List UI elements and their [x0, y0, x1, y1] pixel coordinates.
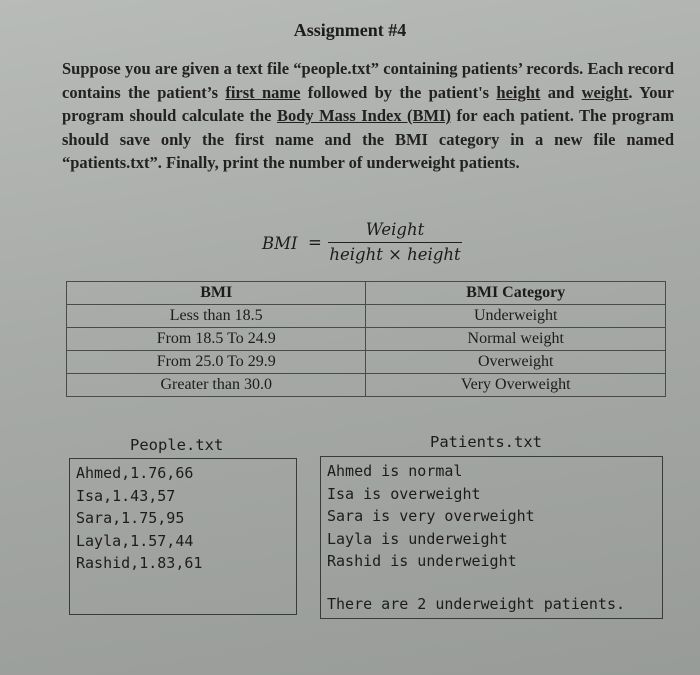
people-line: Layla,1.57,44 [76, 531, 194, 550]
desc-underline-height: height [496, 82, 541, 102]
underweight-summary: There are 2 underweight patients. [327, 594, 626, 613]
bmi-category: Underweight [366, 305, 666, 328]
formula-equals: = [308, 233, 322, 252]
people-line: Sara,1.75,95 [76, 509, 185, 527]
formula-fraction [326, 218, 464, 267]
patients-file-box [320, 456, 663, 619]
table-row [67, 351, 666, 374]
bmi-category: Normal weight [366, 328, 666, 351]
formula-denominator: height × height [329, 245, 461, 264]
desc-text-1: Suppose you are given a text file “people.txt” containing patients’ records. Each record contains the patient’s [62, 59, 674, 102]
people-line: Ahmed,1.76,66 [76, 464, 194, 482]
desc-text-3: and [540, 82, 582, 102]
assignment-description [62, 57, 674, 175]
formula-lhs: BMI [262, 234, 298, 253]
header-bmi-category: BMI Category [366, 282, 666, 305]
patients-line: Layla is underweight [327, 529, 508, 548]
people-line: Rashid,1.83,61 [76, 554, 203, 572]
desc-underline-weight: weight [581, 82, 629, 102]
people-line: Isa,1.43,57 [76, 486, 176, 505]
table-row [67, 374, 666, 397]
patients-line: Isa is overweight [327, 484, 481, 503]
bmi-range: From 25.0 To 29.9 [67, 351, 366, 374]
assignment-title: Assignment #4 [293, 20, 407, 40]
table-header-row [67, 282, 666, 305]
bmi-category-table [66, 281, 666, 397]
desc-text-2: followed by the patient's [300, 82, 497, 102]
patients-line: Sara is very overweight [327, 507, 535, 525]
header-bmi: BMI [67, 282, 366, 305]
desc-underline-bmi: Body Mass Index (BMI) [276, 106, 452, 125]
bmi-category: Overweight [366, 351, 666, 374]
bmi-category: Very Overweight [366, 374, 666, 397]
patients-file-title: Patients.txt [430, 433, 542, 451]
formula-numerator: Weight [365, 220, 425, 239]
desc-underline-first-name: first name [225, 82, 301, 102]
bmi-range: Less than 18.5 [67, 305, 366, 328]
table-row [67, 305, 666, 328]
bmi-range: From 18.5 To 24.9 [67, 328, 366, 351]
table-row [67, 328, 666, 351]
desc-text-4: . Your program should calculate the [62, 82, 674, 125]
bmi-range: Greater than 30.0 [67, 374, 366, 397]
desc-text-5: for each patient. The program should save only the first name and the BMI category in a new file named “patients.txt”. Finally, print the number of underweight patients. [62, 106, 674, 172]
patients-line: Ahmed is normal [327, 462, 463, 480]
patients-line: Rashid is underweight [327, 552, 517, 570]
people-file-title: People.txt [130, 436, 224, 454]
bmi-formula [262, 218, 472, 274]
people-file-box [69, 458, 297, 615]
